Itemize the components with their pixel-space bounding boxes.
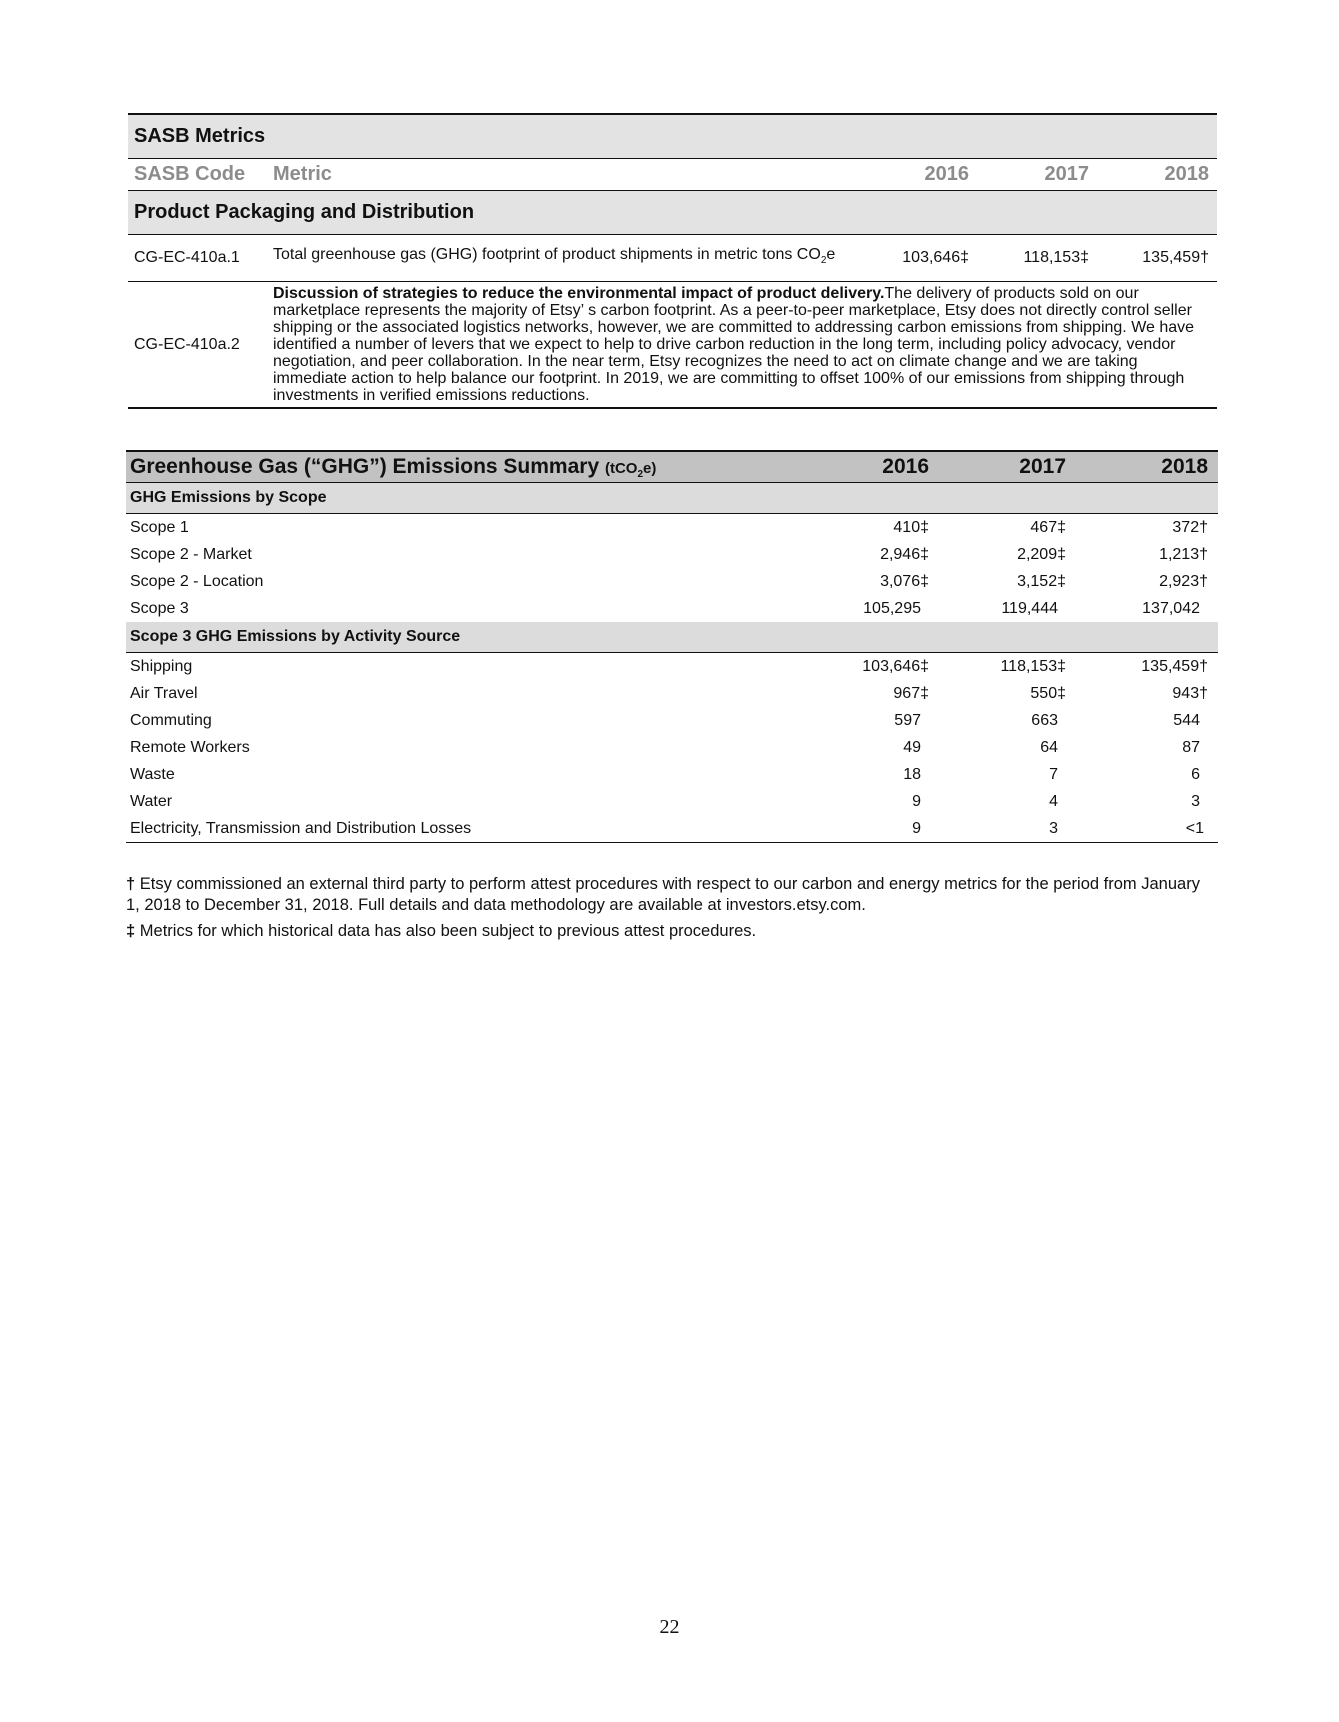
table-row — [126, 541, 1218, 568]
value-2017: 119,444 — [1001, 599, 1058, 617]
row-label: Waste — [130, 765, 175, 783]
activity-heading-row — [126, 622, 1218, 653]
table-row — [126, 568, 1218, 595]
sasb-metrics-table — [128, 113, 1217, 409]
unit-suffix: e) — [643, 459, 657, 477]
value-2018: 135,459† — [1097, 235, 1217, 282]
value-2016: 3,076‡ — [880, 572, 929, 590]
discussion-body: The delivery of products sold on our marketplace represents the majority of Etsy’ s carbon footprint. As a peer-to-peer marketplace, Etsy does not directly control seller shipping or the associated logistics networks, however, we are committed to addressing carbon emissions from shipping. We have identified a number of levers that we expect to help to drive carbon reduction in the long term, including policy advocacy, vendor negotiation, and peer collaboration. In the near term, Etsy recognizes the need to act on climate change and we are taking immediate action to help balance our footprint. In 2019, we are committing to offset 100% of our emissions from shipping through investments in verified emissions reductions. — [273, 285, 1195, 404]
footnotes — [126, 874, 1218, 947]
ghg-year-2017: 2017 — [939, 451, 1076, 483]
value-2018: 3 — [1191, 792, 1200, 810]
page-number: 22 — [659, 1616, 680, 1638]
value-2017: 118,153‡ — [1000, 657, 1066, 675]
table-row — [126, 707, 1218, 734]
table-row — [126, 653, 1218, 681]
value-2017: 467‡ — [1030, 518, 1066, 536]
value-2016: 9 — [912, 792, 921, 810]
value-2018: 6 — [1191, 765, 1200, 783]
table-row — [126, 761, 1218, 788]
ghg-title-text: Greenhouse Gas (“GHG”) Emissions Summary — [130, 454, 600, 478]
value-2018: 87 — [1182, 738, 1200, 756]
value-2018: 2,923† — [1159, 572, 1208, 590]
value-2018: 943† — [1172, 684, 1208, 702]
row-label: Water — [130, 792, 173, 810]
header-2016: 2016 — [857, 159, 977, 191]
metric-text: Total greenhouse gas (GHG) footprint of product shipments in metric tons CO — [273, 245, 821, 263]
value-2016: 597 — [894, 711, 921, 729]
value-2016: 103,646‡ — [857, 235, 977, 282]
value-2018: 372† — [1172, 518, 1208, 536]
ghg-title — [126, 451, 806, 483]
sasb-code: CG-EC-410a.2 — [128, 282, 267, 409]
double-dagger-mark: ‡ — [126, 922, 136, 940]
value-2017: 3 — [939, 815, 1076, 843]
value-2018: 544 — [1173, 711, 1200, 729]
footnote-double-dagger — [126, 921, 1218, 942]
sasb-title-row — [128, 114, 1217, 159]
sasb-header-row — [128, 159, 1217, 191]
sasb-code: CG-EC-410a.1 — [128, 235, 267, 282]
footnote-dagger — [126, 874, 1218, 916]
value-2017: 663 — [1031, 711, 1058, 729]
value-2016: 410‡ — [893, 518, 929, 536]
row-label: Air Travel — [130, 684, 198, 702]
metric-description — [267, 235, 857, 282]
value-2017: 2,209‡ — [1017, 545, 1066, 563]
dagger-mark: † — [126, 875, 136, 893]
value-2016: 49 — [903, 738, 921, 756]
value-2017: 3,152‡ — [1017, 572, 1066, 590]
value-2017: 64 — [1040, 738, 1058, 756]
row-label: Remote Workers — [130, 738, 250, 756]
value-2017: 118,153‡ — [977, 235, 1097, 282]
value-2018: 137,042 — [1142, 599, 1200, 617]
ghg-emissions-table — [126, 450, 1218, 843]
table-row — [126, 595, 1218, 622]
metric-suffix: e — [826, 245, 836, 263]
value-2017: 4 — [1049, 792, 1058, 810]
value-2018: 1,213† — [1159, 545, 1208, 563]
sasb-title: SASB Metrics — [128, 114, 1217, 159]
value-2017: 550‡ — [1030, 684, 1066, 702]
value-2017: 7 — [1049, 765, 1058, 783]
value-2018: <1 — [1076, 815, 1218, 843]
value-2016: 105,295 — [863, 599, 921, 617]
discussion-heading: Discussion of strategies to reduce the environmental impact of product delivery. — [273, 285, 885, 302]
dagger-text: Etsy commissioned an external third party to perform attest procedures with respect to our carbon and energy metrics for the period from January 1, 2018 to December 31, 2018. Full details and data methodology are available at investors.etsy.com. — [126, 875, 1200, 914]
table-row — [126, 680, 1218, 707]
row-label: Electricity, Transmission and Distribution Losses — [126, 815, 806, 843]
value-2016: 9 — [806, 815, 939, 843]
row-label: Scope 2 - Location — [130, 572, 264, 590]
section-title: Product Packaging and Distribution — [128, 191, 1217, 235]
ghg-year-2018: 2018 — [1076, 451, 1218, 483]
unit-subscript: 2 — [637, 468, 644, 480]
discussion-text — [267, 282, 1217, 409]
sasb-row-ghg-footprint — [128, 235, 1217, 282]
row-label: Scope 2 - Market — [130, 545, 252, 563]
table-row — [126, 514, 1218, 542]
scope-heading-row — [126, 483, 1218, 514]
value-2018: 135,459† — [1141, 657, 1208, 675]
sasb-section-row — [128, 191, 1217, 235]
scope-heading: GHG Emissions by Scope — [126, 483, 1218, 514]
table-row — [126, 788, 1218, 815]
activity-heading: Scope 3 GHG Emissions by Activity Source — [126, 622, 1218, 653]
unit-prefix: (tCO — [604, 459, 638, 477]
value-2016: 967‡ — [893, 684, 929, 702]
header-sasb-code: SASB Code — [128, 159, 267, 191]
value-2016: 18 — [903, 765, 921, 783]
sasb-row-discussion — [128, 282, 1217, 409]
header-metric: Metric — [267, 159, 857, 191]
table-row — [126, 815, 1218, 843]
row-label: Commuting — [130, 711, 212, 729]
metric-subscript: 2 — [820, 255, 827, 267]
ghg-unit — [604, 459, 657, 480]
header-2017: 2017 — [977, 159, 1097, 191]
header-2018: 2018 — [1097, 159, 1217, 191]
row-label: Scope 3 — [130, 599, 189, 617]
ghg-title-row — [126, 451, 1218, 483]
ghg-year-2016: 2016 — [806, 451, 939, 483]
row-label: Scope 1 — [130, 518, 189, 536]
row-label: Shipping — [130, 657, 193, 675]
value-2016: 103,646‡ — [862, 657, 929, 675]
double-dagger-text: Metrics for which historical data has also been subject to previous attest procedures. — [139, 922, 757, 940]
table-row — [126, 734, 1218, 761]
value-2016: 2,946‡ — [880, 545, 929, 563]
